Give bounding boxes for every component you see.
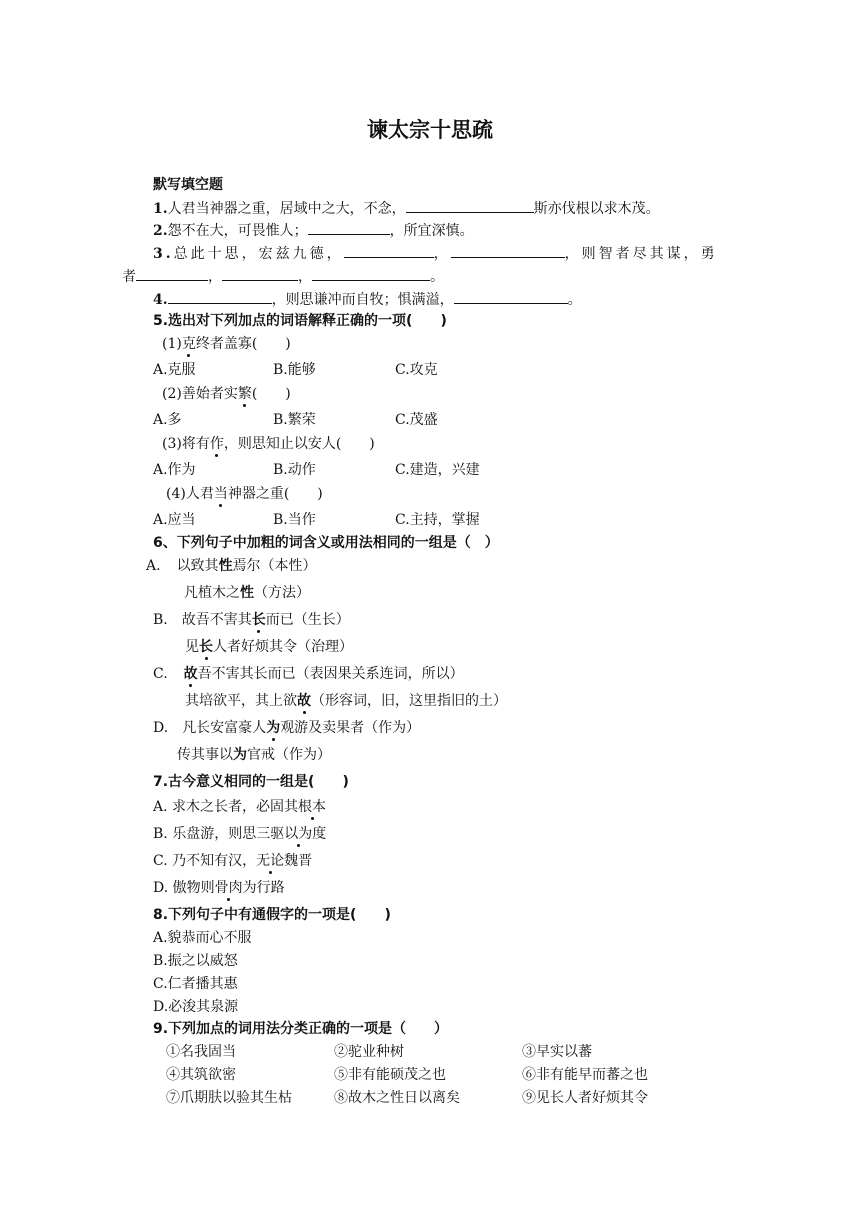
q5-item-2: (2)善始者实繁( ) [162,386,291,402]
question-3-continued: 者 ， ， 。 [122,266,444,287]
q6-option-b[interactable]: B. 故吾不害其长而已（生长） [153,612,350,628]
option-c[interactable]: C.茂盛 [395,412,438,428]
option-a[interactable]: A.应当 [153,512,196,528]
answer-blank[interactable] [308,220,390,235]
q9-item: ⑧故木之性日以离矣 [334,1090,460,1106]
q6-option-d[interactable]: D. 凡长安富豪人为观游及卖果者（作为） [153,720,421,736]
q7-option-a[interactable]: A. 求木之长者，必固其根本 [153,799,327,815]
option-b[interactable]: B.当作 [273,512,316,528]
section-heading: 默写填空题 [153,177,223,193]
option-b[interactable]: B.能够 [273,362,316,378]
option-a[interactable]: A.克服 [153,362,196,378]
q9-item: ⑦爪期肤以验其生枯 [166,1090,292,1106]
document-title: 谏太宗十思疏 [367,118,493,142]
option-c[interactable]: C.攻克 [395,362,438,378]
q8-option-c[interactable]: C.仁者播其惠 [153,976,238,992]
q7-option-d[interactable]: D. 傲物则骨肉为行路 [153,880,285,896]
option-a[interactable]: A.作为 [153,462,196,478]
q5-item-3: (3)将有作，则思知止以安人( ) [162,436,375,452]
q9-item: ⑥非有能早而蕃之也 [522,1067,648,1083]
q8-option-a[interactable]: A.貌恭而心不服 [153,930,252,946]
option-c[interactable]: C.建造，兴建 [395,462,480,478]
q6-option-c[interactable]: C. 故吾不害其长而已（表因果关系连词，所以） [153,666,464,682]
answer-blank[interactable] [312,266,430,281]
q5-item-4: (4)人君当神器之重( ) [166,486,323,502]
q6-option-b-line2: 见长人者好烦其令（治理） [185,639,353,655]
q6-option-d-line2: 传其事以为官戒（作为） [177,747,331,763]
question-9-stem: 9.下列加点的词用法分类正确的一项是（ ） [153,1021,449,1037]
q7-option-c[interactable]: C. 乃不知有汉，无论魏晋 [153,853,313,869]
q9-item: ⑤非有能硕茂之也 [334,1067,446,1083]
q5-item-1: (1)克终者盖寡( ) [162,336,291,352]
question-1: 1.人君当神器之重，居域中之大，不念， 斯亦伐根以求木茂。 [153,198,660,219]
answer-blank[interactable] [451,243,565,258]
question-8-stem: 8.下列句子中有通假字的一项是( ) [153,907,391,923]
answer-blank[interactable] [222,266,298,281]
q7-option-b[interactable]: B. 乐盘游，则思三驱以为度 [153,826,327,842]
option-b[interactable]: B.繁荣 [273,412,316,428]
question-6-stem: 6、下列句子中加粗的词含义或用法相同的一组是（ ） [153,535,499,551]
q9-item: ③早实以蕃 [522,1044,592,1060]
q8-option-d[interactable]: D.必浚其泉源 [153,999,239,1015]
q8-option-b[interactable]: B.振之以威怒 [153,953,238,969]
answer-blank[interactable] [168,289,272,304]
answer-blank[interactable] [344,243,434,258]
answer-blank[interactable] [136,266,208,281]
answer-blank[interactable] [454,289,568,304]
q6-option-a[interactable]: A. 以致其性焉尔（本性） [146,558,317,574]
q9-item: ②驼业种树 [334,1044,404,1060]
q9-item: ④其筑欲密 [166,1067,236,1083]
option-b[interactable]: B.动作 [273,462,316,478]
option-a[interactable]: A.多 [153,412,182,428]
question-4: 4. ，则思谦冲而自牧；惧满溢， 。 [153,289,582,310]
q9-item: ①名我固当 [166,1044,236,1060]
option-c[interactable]: C.主持，掌握 [395,512,480,528]
q9-item: ⑨见长人者好烦其令 [522,1090,648,1106]
answer-blank[interactable] [406,198,534,213]
question-3: 3.总此十思，宏兹九德， ， ，则智者尽其谋，勇 [153,243,718,264]
question-5-stem: 5.选出对下列加点的词语解释正确的一项( ) [153,313,447,329]
question-7-stem: 7.古今意义相同的一组是( ) [153,774,349,790]
q6-option-c-line2: 其培欲平，其上欲故（形容词，旧，这里指旧的土） [185,693,507,709]
question-2: 2.怨不在大，可畏惟人； ，所宜深慎。 [153,220,474,241]
q6-option-a-line2: 凡植木之性（方法） [184,585,310,601]
